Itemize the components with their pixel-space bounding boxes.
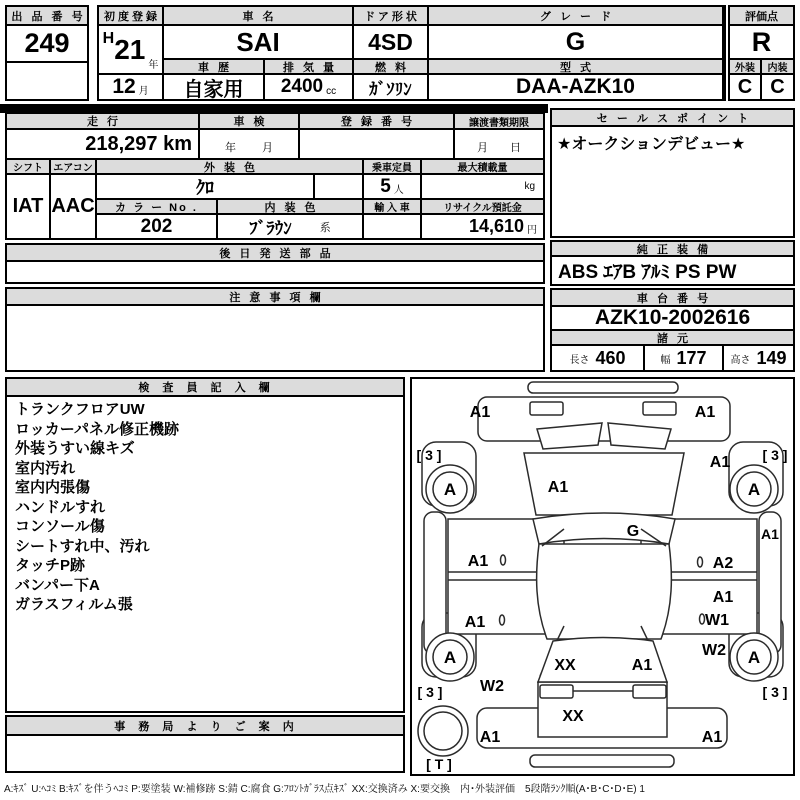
diagram-mark: G — [626, 523, 640, 540]
length-cell — [552, 346, 643, 370]
grade-header: グ レ ー ド — [429, 7, 722, 24]
max-load-unit: kg — [524, 181, 535, 192]
recycle-cell — [422, 215, 543, 238]
transfer-month-unit: 月 — [477, 142, 488, 154]
max-load-cell — [422, 175, 543, 198]
inspector-item: トランクフロアUW — [15, 401, 145, 418]
dimensions-header: 諸 元 — [552, 331, 793, 344]
diagram-mark: A2 — [712, 555, 734, 572]
diagram-mark: A1 — [694, 404, 716, 421]
right-tail-light — [633, 685, 666, 698]
spec-table — [5, 112, 545, 240]
door-handle — [501, 555, 506, 565]
width-value: 177 — [676, 347, 707, 368]
inspector-item: ロッカーパネル修正機跡 — [15, 420, 179, 438]
auction-no-value: 249 — [7, 26, 87, 61]
equipment-header: 純 正 装 備 — [552, 242, 793, 255]
inspector-item: 外装うすい線キズ — [15, 440, 135, 457]
model-header: 型 式 — [429, 60, 722, 73]
score-value: R — [730, 26, 793, 58]
transfer-day-unit: 日 — [510, 142, 521, 154]
inspector-header: 検 査 員 記 入 欄 — [7, 379, 403, 395]
ext-color-value: ｸﾛ — [97, 175, 313, 198]
door-header: ドア形状 — [354, 7, 427, 24]
chassis-header: 車 台 番 号 — [552, 290, 793, 305]
inspector-item: ガラスフィルム張 — [15, 596, 133, 613]
equipment-body: ABS ｴｱB ｱﾙﾐ PS PW — [552, 257, 793, 284]
capacity-cell — [364, 175, 420, 198]
first-reg-year-cell — [99, 26, 162, 73]
sales-point-block — [550, 108, 795, 238]
shaken-year-unit: 年 — [225, 142, 236, 154]
diagram-mark: A1 — [712, 589, 734, 606]
int-color-suffix: 系 — [319, 221, 331, 234]
diagram-mark: A1 — [709, 454, 731, 471]
diagram-mark: [ 3 ] — [762, 447, 788, 463]
year-unit: 年 — [148, 60, 159, 71]
inspector-item: コンソール傷 — [15, 518, 105, 535]
width-cell — [645, 346, 722, 370]
height-cell — [724, 346, 793, 370]
inspector-body — [7, 397, 403, 711]
height-label: 高さ — [730, 354, 751, 366]
diagram-canvas — [412, 379, 793, 774]
inspector-block — [5, 377, 405, 713]
chassis-block — [550, 288, 795, 372]
notes-body — [7, 306, 543, 370]
diagram-mark: A1 — [761, 526, 779, 542]
diagram-mark: A — [443, 480, 457, 499]
displacement-unit: cc — [326, 86, 337, 97]
height-value: 149 — [756, 347, 787, 368]
max-load-header: 最大積載量 — [422, 160, 543, 173]
shaken-header: 車 検 — [200, 114, 298, 128]
door-handle — [698, 557, 703, 567]
car-name-value: SAI — [164, 26, 352, 58]
front-bumper-strip — [528, 382, 678, 393]
exterior-score: C — [730, 75, 760, 99]
shift-value: IAT — [7, 175, 49, 238]
car-damage-diagram — [412, 379, 793, 774]
import-value — [364, 215, 420, 238]
auction-no-empty-cell — [7, 63, 87, 99]
int-color-header: 内 装 色 — [218, 200, 362, 213]
damage-code-legend: A:ｷｽﾞ U:ﾍｺﾐ B:ｷｽﾞを伴うﾍｺﾐ P:要塗装 W:補修跡 S:錆 C:腐食 G:ﾌﾛﾝﾄｶﾞﾗｽ点ｷｽﾞ XX:交換済み X:要交換 内･外装評価 5段階ﾗﾝｸ順(A･B･C･D･E) 1 — [4, 784, 645, 795]
roof — [537, 544, 672, 639]
rear-bumper-strip — [530, 755, 674, 767]
history-header: 車 歴 — [164, 60, 263, 73]
model-value: DAA-AZK10 — [429, 75, 722, 99]
diagram-mark: A1 — [464, 614, 486, 631]
office-body — [7, 736, 403, 771]
interior-score: C — [762, 75, 793, 99]
import-header: 輸 入 車 — [364, 200, 420, 213]
diagram-mark: A — [443, 648, 457, 667]
later-parts-header: 後 日 発 送 部 品 — [7, 245, 543, 260]
width-label: 幅 — [660, 354, 671, 366]
displacement-cell — [265, 75, 352, 99]
length-label: 長さ — [569, 354, 590, 366]
ext-color-header: 外 装 色 — [97, 160, 362, 173]
chassis-value: AZK10-2002616 — [552, 307, 793, 329]
transfer-cell — [455, 130, 543, 158]
diagram-mark: [ 3 ] — [416, 447, 442, 463]
diagram-mark: [ T ] — [426, 756, 452, 772]
first-reg-header: 初度登録 — [99, 7, 162, 24]
office-header: 事 務 局 よ り ご 案 内 — [7, 717, 403, 734]
diagram-mark: A1 — [701, 729, 723, 746]
first-reg-year: 21 — [114, 33, 146, 65]
left-tail-light — [540, 685, 573, 698]
spare-tire-inner — [424, 712, 462, 750]
diagram-mark: A1 — [547, 479, 569, 496]
diagram-mark: W2 — [702, 642, 726, 659]
ext-color-sub-cell — [315, 175, 362, 198]
evaluation-block — [728, 5, 795, 101]
transfer-header: 譲渡書類期限 — [455, 114, 543, 128]
inspector-item: シートすれ中、汚れ — [15, 537, 150, 555]
score-header: 評価点 — [730, 7, 793, 24]
inspector-item: ハンドルすれ — [15, 498, 106, 516]
int-color-cell — [218, 215, 362, 238]
reg-no-header: 登 録 番 号 — [300, 114, 453, 128]
shift-header: シフト — [7, 160, 49, 173]
equipment-block — [550, 240, 795, 286]
right-headlight — [643, 402, 676, 415]
inspector-item: バンパー下A — [15, 576, 100, 594]
office-block — [5, 715, 405, 773]
car-name-header: 車 名 — [164, 7, 352, 24]
length-value: 460 — [595, 347, 626, 368]
diagram-mark: [ 3 ] — [417, 684, 443, 700]
capacity-value: 5 — [380, 175, 391, 197]
notes-block — [5, 287, 545, 372]
front-panel — [478, 397, 730, 441]
aircon-header: エアコン — [51, 160, 95, 173]
left-sill — [424, 512, 446, 654]
history-value: 自家用 — [164, 75, 263, 99]
door-handle — [700, 614, 705, 624]
diagram-mark: XX — [562, 708, 584, 725]
month-unit: 月 — [138, 86, 149, 97]
color-no-header: カ ラ ー No . — [97, 200, 216, 213]
windshield — [533, 513, 675, 544]
left-headlight — [530, 402, 563, 415]
fuel-value: ｶﾞｿﾘﾝ — [354, 75, 427, 99]
inspector-item: 室内内張傷 — [15, 479, 91, 496]
exterior-header: 外装 — [730, 60, 760, 73]
auction-no-block — [5, 5, 89, 101]
diagram-mark: A1 — [467, 553, 489, 570]
color-no-value: 202 — [97, 215, 216, 238]
capacity-unit: 人 — [393, 185, 404, 196]
auction-no-header: 出 品 番 号 — [7, 7, 87, 24]
recycle-unit: 円 — [527, 225, 537, 236]
diagram-mark: [ 3 ] — [762, 684, 788, 700]
diagram-mark: A1 — [631, 657, 653, 674]
capacity-header: 乗車定員 — [364, 160, 420, 173]
interior-header: 内装 — [762, 60, 793, 73]
sales-point-header: セ ー ル ス ポ イ ン ト — [552, 110, 793, 125]
door-value: 4SD — [354, 26, 427, 58]
reg-no-value — [300, 130, 453, 158]
recycle-header: リサイクル預託金 — [422, 200, 543, 213]
shaken-month-unit: 月 — [262, 142, 273, 154]
grade-value: G — [429, 26, 722, 58]
inspector-item: 室内汚れ — [15, 459, 76, 477]
displacement-header: 排 気 量 — [265, 60, 352, 73]
int-color-value: ﾌﾞﾗｳﾝ — [249, 219, 292, 238]
shaken-cell — [200, 130, 298, 158]
diagram-mark: XX — [554, 657, 576, 674]
recycle-value: 14,610 — [468, 216, 524, 236]
later-parts-body — [7, 262, 543, 282]
diagram-mark: A — [747, 648, 761, 667]
first-reg-month-cell — [99, 75, 162, 99]
notes-header: 注 意 事 項 欄 — [7, 289, 543, 304]
later-parts-block — [5, 243, 545, 284]
diagram-mark: A — [747, 480, 761, 499]
vehicle-header-table — [97, 5, 726, 101]
mileage-value: 218,297 km — [7, 130, 198, 158]
inspector-item: タッチP跡 — [15, 557, 86, 574]
diagram-mark: A1 — [479, 729, 501, 746]
diagram-mark: A1 — [469, 404, 491, 421]
diagram-block — [410, 377, 795, 776]
sales-point-body: ★オークションデビュー★ — [552, 127, 793, 236]
first-reg-era: H — [102, 30, 115, 47]
mileage-header: 走 行 — [7, 114, 198, 128]
diagram-mark: W2 — [480, 678, 504, 695]
fuel-header: 燃 料 — [354, 60, 427, 73]
first-reg-month: 12 — [112, 75, 136, 98]
door-handle — [500, 615, 505, 625]
diagram-mark: W1 — [705, 612, 729, 629]
aircon-value: AAC — [51, 175, 95, 238]
displacement-value: 2400 — [280, 76, 324, 97]
